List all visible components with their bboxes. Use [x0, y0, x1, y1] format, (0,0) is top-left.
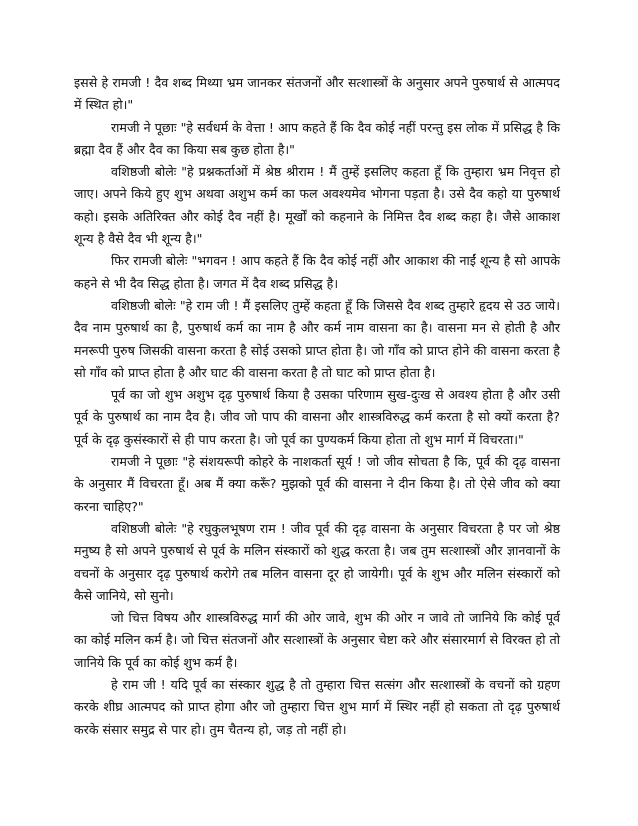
paragraph: पूर्व का जो शुभ अशुभ दृढ़ पुरुषार्थ किया है उसका परिणाम सुख-दुःख से अवश्य होता है और उसी पूर्व के पुरुषार्थ का नाम दैव है। जीव जो पाप की वासना और शास्त्रविरुद्ध कर्म करता है सो क्यों करता है? पूर्व के दृढ़ कुसंस्कारों से ही पाप करता है। जो पूर्व का पुण्यकर्म किया होता तो शुभ मार्ग में विचरता।" [74, 387, 560, 447]
paragraph: रामजी ने पूछाः "हे सर्वधर्म के वेत्ता ! आप कहते हैं कि दैव कोई नहीं परन्तु इस लोक में प्रसिद्ध है कि ब्रह्मा दैव हैं और दैव का किया सब कुछ होता है।" [74, 119, 560, 157]
paragraph: रामजी ने पूछाः "हे संशयरूपी कोहरे के नाशकर्ता सूर्य ! जो जीव सोचता है कि, पूर्व की दृढ़ वासना के अनुसार मैं विचरता हूँ। अब मैं क्या करूँ? मुझको पूर्व की वासना ने दीन किया है। तो ऐसे जीव को क्या करना चाहिए?" [74, 454, 560, 514]
paragraph: जो चित्त विषय और शास्त्रविरुद्ध मार्ग की ओर जावे, शुभ की ओर न जावे तो जानिये कि कोई पूर्व का कोई मलिन कर्म है। जो चित्त संतजनों और सत्शास्त्रों के अनुसार चेष्टा करे और संसारमार्ग से विरक्त हो तो जानिये कि पूर्व का कोई शुभ कर्म है। [74, 610, 560, 670]
body-text [74, 72, 560, 741]
paragraph: वशिष्ठजी बोलेः "हे रघुकुलभूषण राम ! जीव पूर्व की दृढ़ वासना के अनुसार विचरता है पर जो श्रेष्ठ मनुष्य है सो अपने पुरुषार्थ से पूर्व के मलिन संस्कारों को शुद्ध करता है। जब तुम सत्शास्त्रों और ज्ञानवानों के वचनों के अनुसार दृढ़ पुरुषार्थ करोगे तब मलिन वासना दूर हो जायेगी। पूर्व के शुभ और मलिन संस्कारों को कैसे जानिये, सो सुनो। [74, 520, 560, 603]
paragraph: वशिष्ठजी बोलेः "हे प्रश्नकर्ताओं में श्रेष्ठ श्रीराम ! मैं तुम्हें इसलिए कहता हूँ कि तुम्हारा भ्रम निवृत्त हो जाए। अपने किये हुए शुभ अथवा अशुभ कर्म का फल अवश्यमेव भोगना पड़ता है। उसे दैव कहो या पुरुषार्थ कहो। इसके अतिरिक्त और कोई दैव नहीं है। मूर्खों को कहनाने के निमित्त दैव शब्द कहा है। जैसे आकाश शून्य है वैसे दैव भी शून्य है।" [74, 164, 560, 247]
paragraph: हे राम जी ! यदि पूर्व का संस्कार शुद्ध है तो तुम्हारा चित्त सत्संग और सत्शास्त्रों के वचनों को ग्रहण करके शीघ्र आत्मपद को प्राप्त होगा और जो तुम्हारा चित्त शुभ मार्ग में स्थिर नहीं हो सकता तो दृढ़ पुरुषार्थ करके संसार समुद्र से पार हो। तुम चैतन्य हो, जड़ तो नहीं हो। [74, 677, 560, 737]
paragraph: इससे हे रामजी ! दैव शब्द मिथ्या भ्रम जानकर संतजनों और सत्शास्त्रों के अनुसार अपने पुरुषार्थ से आत्मपद में स्थित हो।" [74, 75, 560, 113]
paragraph: वशिष्ठजी बोलेः "हे राम जी ! मैं इसलिए तुम्हें कहता हूँ कि जिससे दैव शब्द तुम्हारे हृदय से उठ जाये। दैव नाम पुरुषार्थ का है, पुरुषार्थ कर्म का नाम है और कर्म नाम वासना का है। वासना मन से होती है और मनरूपी पुरुष जिसकी वासना करता है सोई उसको प्राप्त होता है। जो गाँव को प्राप्त होने की वासना करता है सो गाँव को प्राप्त होता है और घाट की वासना करता है तो घाट को प्राप्त होता है। [74, 297, 560, 380]
paragraph: फिर रामजी बोलेः "भगवन ! आप कहते हैं कि दैव कोई नहीं और आकाश की नाईं शून्य है सो आपके कहने से भी दैव सिद्ध होता है। जगत में दैव शब्द प्रसिद्ध है। [74, 253, 560, 291]
